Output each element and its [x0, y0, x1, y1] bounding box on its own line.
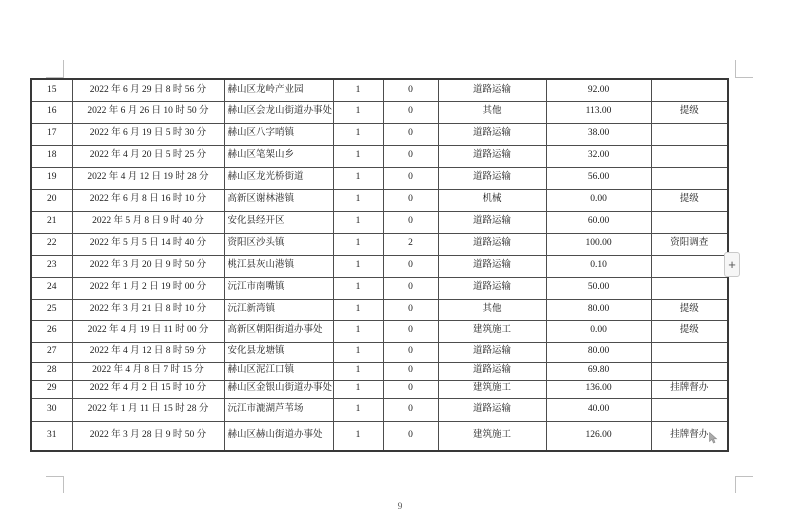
cell-remark: 资阳调查 [651, 233, 728, 255]
cell-count2: 0 [383, 189, 438, 211]
cell-category: 其他 [438, 299, 546, 320]
cell-category: 道路运输 [438, 255, 546, 277]
cell-index: 24 [31, 277, 72, 299]
cell-count1: 1 [333, 233, 383, 255]
cell-index: 21 [31, 211, 72, 233]
mouse-cursor-icon [709, 432, 718, 444]
cell-index: 16 [31, 101, 72, 123]
cell-amount: 126.00 [546, 421, 651, 451]
cell-amount: 100.00 [546, 233, 651, 255]
cell-datetime: 2022 年 4 月 8 日 7 时 15 分 [72, 362, 224, 380]
cell-category: 机械 [438, 189, 546, 211]
cell-category: 道路运输 [438, 123, 546, 145]
cell-category: 道路运输 [438, 398, 546, 421]
cell-index: 30 [31, 398, 72, 421]
cell-remark [651, 362, 728, 380]
cell-count2: 0 [383, 123, 438, 145]
cell-location: 沅江新湾镇 [224, 299, 333, 320]
cell-count1: 1 [333, 277, 383, 299]
cell-count1: 1 [333, 342, 383, 362]
cell-remark: 提级 [651, 299, 728, 320]
cell-location: 赫山区龙岭产业园 [224, 79, 333, 101]
cell-location: 沅江市漉湖芦苇场 [224, 398, 333, 421]
cell-location: 安化县经开区 [224, 211, 333, 233]
table-row [31, 233, 728, 255]
page-number: 9 [397, 502, 403, 512]
cell-count2: 0 [383, 342, 438, 362]
cell-index: 27 [31, 342, 72, 362]
cell-category: 建筑施工 [438, 421, 546, 451]
cell-datetime: 2022 年 4 月 2 日 15 时 10 分 [72, 380, 224, 398]
cell-count2: 0 [383, 320, 438, 342]
cell-count1: 1 [333, 380, 383, 398]
table-row [31, 145, 728, 167]
cell-index: 29 [31, 380, 72, 398]
cell-location: 赫山区金银山街道办事处 [224, 380, 333, 398]
cell-count2: 0 [383, 277, 438, 299]
cell-datetime: 2022 年 6 月 29 日 8 时 56 分 [72, 79, 224, 101]
cell-count2: 0 [383, 398, 438, 421]
cell-index: 23 [31, 255, 72, 277]
cell-datetime: 2022 年 3 月 20 日 9 时 50 分 [72, 255, 224, 277]
cell-remark: 提级 [651, 189, 728, 211]
cell-amount: 69.80 [546, 362, 651, 380]
table-row [31, 362, 728, 380]
table-row [31, 299, 728, 320]
cell-location: 赫山区会龙山街道办事处 [224, 101, 333, 123]
cell-amount: 0.00 [546, 189, 651, 211]
table-row [31, 320, 728, 342]
table-row [31, 79, 728, 101]
cell-category: 道路运输 [438, 362, 546, 380]
cell-amount: 0.10 [546, 255, 651, 277]
cell-count2: 0 [383, 255, 438, 277]
cell-count1: 1 [333, 255, 383, 277]
cell-location: 赫山区赫山街道办事处 [224, 421, 333, 451]
cell-amount: 136.00 [546, 380, 651, 398]
cell-count1: 1 [333, 398, 383, 421]
cell-count2: 0 [383, 145, 438, 167]
cell-count2: 0 [383, 79, 438, 101]
cell-datetime: 2022 年 5 月 8 日 9 时 40 分 [72, 211, 224, 233]
cell-amount: 40.00 [546, 398, 651, 421]
cell-location: 赫山区龙光桥街道 [224, 167, 333, 189]
plus-icon[interactable]: + [724, 252, 740, 277]
cell-remark [651, 123, 728, 145]
cell-count1: 1 [333, 299, 383, 320]
cell-index: 17 [31, 123, 72, 145]
table-row [31, 421, 728, 451]
cell-category: 建筑施工 [438, 380, 546, 398]
cell-datetime: 2022 年 1 月 11 日 15 时 28 分 [72, 398, 224, 421]
cell-count2: 0 [383, 101, 438, 123]
margin-crop-mark-top-right [735, 60, 753, 78]
cell-location: 赫山区八字哨镇 [224, 123, 333, 145]
cell-category: 道路运输 [438, 233, 546, 255]
margin-crop-mark-bottom-right [735, 476, 753, 493]
cell-index: 31 [31, 421, 72, 451]
table-row [31, 255, 728, 277]
cell-category: 道路运输 [438, 211, 546, 233]
margin-crop-mark-top-left [46, 60, 64, 78]
cell-index: 25 [31, 299, 72, 320]
table-body [31, 79, 728, 451]
cell-index: 28 [31, 362, 72, 380]
cell-remark [651, 167, 728, 189]
cell-remark [651, 79, 728, 101]
cell-category: 道路运输 [438, 145, 546, 167]
cell-remark [651, 211, 728, 233]
cell-datetime: 2022 年 4 月 20 日 5 时 25 分 [72, 145, 224, 167]
cell-location: 高新区谢林港镇 [224, 189, 333, 211]
cell-datetime: 2022 年 6 月 26 日 10 时 50 分 [72, 101, 224, 123]
cell-location: 赫山区笔架山乡 [224, 145, 333, 167]
cell-index: 19 [31, 167, 72, 189]
cell-datetime: 2022 年 4 月 12 日 8 时 59 分 [72, 342, 224, 362]
cell-location: 桃江县灰山港镇 [224, 255, 333, 277]
cell-index: 26 [31, 320, 72, 342]
table-row [31, 189, 728, 211]
cell-datetime: 2022 年 1 月 2 日 19 时 00 分 [72, 277, 224, 299]
cell-amount: 50.00 [546, 277, 651, 299]
cell-index: 18 [31, 145, 72, 167]
cell-datetime: 2022 年 4 月 19 日 11 时 00 分 [72, 320, 224, 342]
cell-count1: 1 [333, 421, 383, 451]
cell-count2: 2 [383, 233, 438, 255]
table-row [31, 167, 728, 189]
cell-amount: 80.00 [546, 342, 651, 362]
cell-remark [651, 255, 728, 277]
table-row [31, 398, 728, 421]
cell-remark [651, 145, 728, 167]
cell-remark [651, 342, 728, 362]
cell-count1: 1 [333, 101, 383, 123]
cell-count2: 0 [383, 299, 438, 320]
cell-count1: 1 [333, 145, 383, 167]
cell-datetime: 2022 年 6 月 8 日 16 时 10 分 [72, 189, 224, 211]
cell-index: 15 [31, 79, 72, 101]
cell-amount: 0.00 [546, 320, 651, 342]
cell-location: 高新区朝阳街道办事处 [224, 320, 333, 342]
cell-amount: 80.00 [546, 299, 651, 320]
cell-remark: 提级 [651, 101, 728, 123]
cell-location: 赫山区泥江口镇 [224, 362, 333, 380]
table-row [31, 123, 728, 145]
cell-category: 道路运输 [438, 342, 546, 362]
cell-remark: 挂牌督办 [651, 421, 728, 451]
table-row [31, 342, 728, 362]
table-row [31, 211, 728, 233]
cell-remark [651, 277, 728, 299]
cell-count2: 0 [383, 362, 438, 380]
cell-category: 建筑施工 [438, 320, 546, 342]
cell-datetime: 2022 年 5 月 5 日 14 时 40 分 [72, 233, 224, 255]
cell-datetime: 2022 年 4 月 12 日 19 时 28 分 [72, 167, 224, 189]
cell-location: 安化县龙塘镇 [224, 342, 333, 362]
cell-datetime: 2022 年 6 月 19 日 5 时 30 分 [72, 123, 224, 145]
cell-amount: 60.00 [546, 211, 651, 233]
cell-location: 沅江市南嘴镇 [224, 277, 333, 299]
cell-count1: 1 [333, 362, 383, 380]
cell-amount: 92.00 [546, 79, 651, 101]
cell-category: 道路运输 [438, 277, 546, 299]
cell-count1: 1 [333, 189, 383, 211]
cell-count1: 1 [333, 167, 383, 189]
cell-count1: 1 [333, 79, 383, 101]
cell-category: 道路运输 [438, 167, 546, 189]
cell-remark: 提级 [651, 320, 728, 342]
cell-count2: 0 [383, 380, 438, 398]
cell-amount: 113.00 [546, 101, 651, 123]
table-row [31, 380, 728, 398]
cell-category: 其他 [438, 101, 546, 123]
cell-count2: 0 [383, 421, 438, 451]
cell-index: 20 [31, 189, 72, 211]
cell-count1: 1 [333, 211, 383, 233]
incident-records-table [30, 78, 729, 452]
cell-amount: 32.00 [546, 145, 651, 167]
table-row [31, 101, 728, 123]
cell-count1: 1 [333, 320, 383, 342]
cell-count1: 1 [333, 123, 383, 145]
cell-location: 资阳区沙头镇 [224, 233, 333, 255]
cell-remark [651, 398, 728, 421]
cell-remark: 挂牌督办 [651, 380, 728, 398]
cell-index: 22 [31, 233, 72, 255]
margin-crop-mark-bottom-left [46, 476, 64, 493]
cell-datetime: 2022 年 3 月 21 日 8 时 10 分 [72, 299, 224, 320]
cell-amount: 38.00 [546, 123, 651, 145]
cell-datetime: 2022 年 3 月 28 日 9 时 50 分 [72, 421, 224, 451]
cell-count2: 0 [383, 211, 438, 233]
table-row [31, 277, 728, 299]
cell-count2: 0 [383, 167, 438, 189]
cell-amount: 56.00 [546, 167, 651, 189]
cell-category: 道路运输 [438, 79, 546, 101]
